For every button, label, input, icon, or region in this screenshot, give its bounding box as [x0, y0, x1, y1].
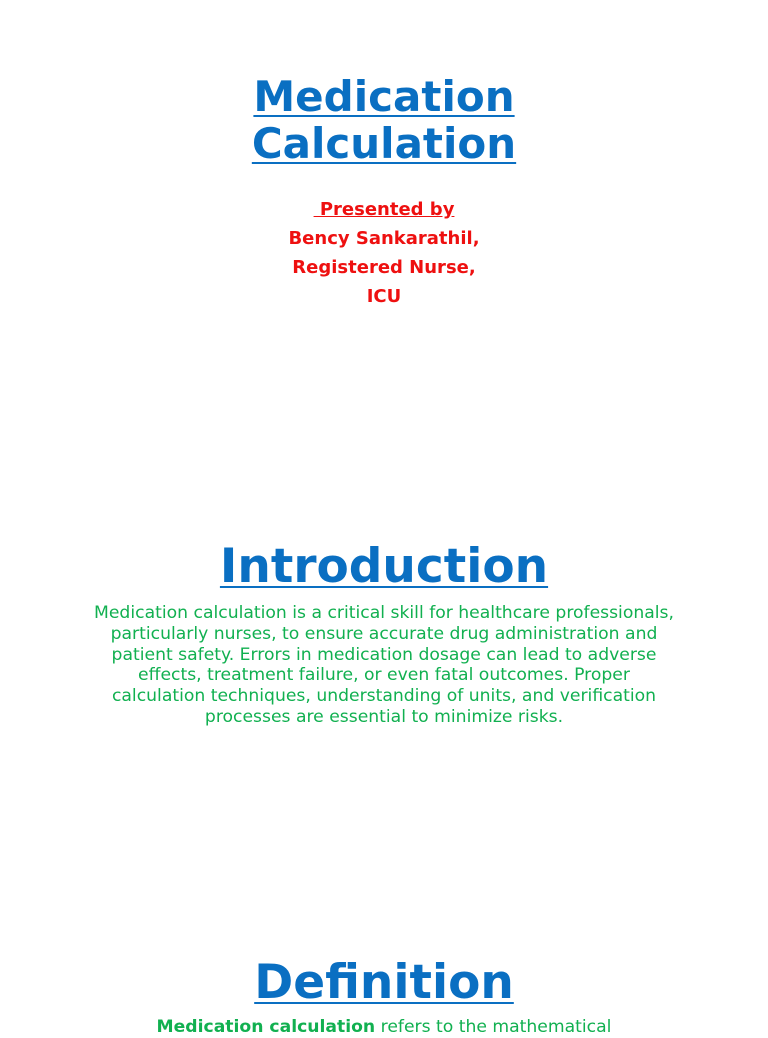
introduction-section [0, 540, 768, 728]
document-title-line-1: Medication [253, 72, 515, 121]
presenter-role: Registered Nurse, [292, 257, 476, 278]
introduction-body: Medication calculation is a critical skill for healthcare professionals, particularly nurses, to ensure accurate drug administration and patient safety. Errors in medication dosage can lead to adverse effects, treatment failure, or even fatal outcomes. Proper calculation techniques, understanding of units, and verification processes are essential to minimize risks. [94, 603, 674, 727]
presenter-block [0, 195, 768, 311]
presented-by-label: Presented by [313, 199, 455, 220]
definition-heading: Definition [254, 955, 514, 1010]
definition-body [94, 1017, 674, 1038]
title-slide [0, 73, 768, 311]
definition-section [0, 956, 768, 1038]
definition-body-text: refers to the mathematical [375, 1017, 612, 1037]
introduction-heading: Introduction [219, 539, 549, 594]
document-title-line-2: Calculation [251, 119, 517, 168]
presenter-unit: ICU [366, 286, 402, 307]
document-title [0, 73, 768, 167]
definition-term: Medication calculation [156, 1017, 376, 1037]
presenter-name: Bency Sankarathil, [288, 228, 480, 249]
